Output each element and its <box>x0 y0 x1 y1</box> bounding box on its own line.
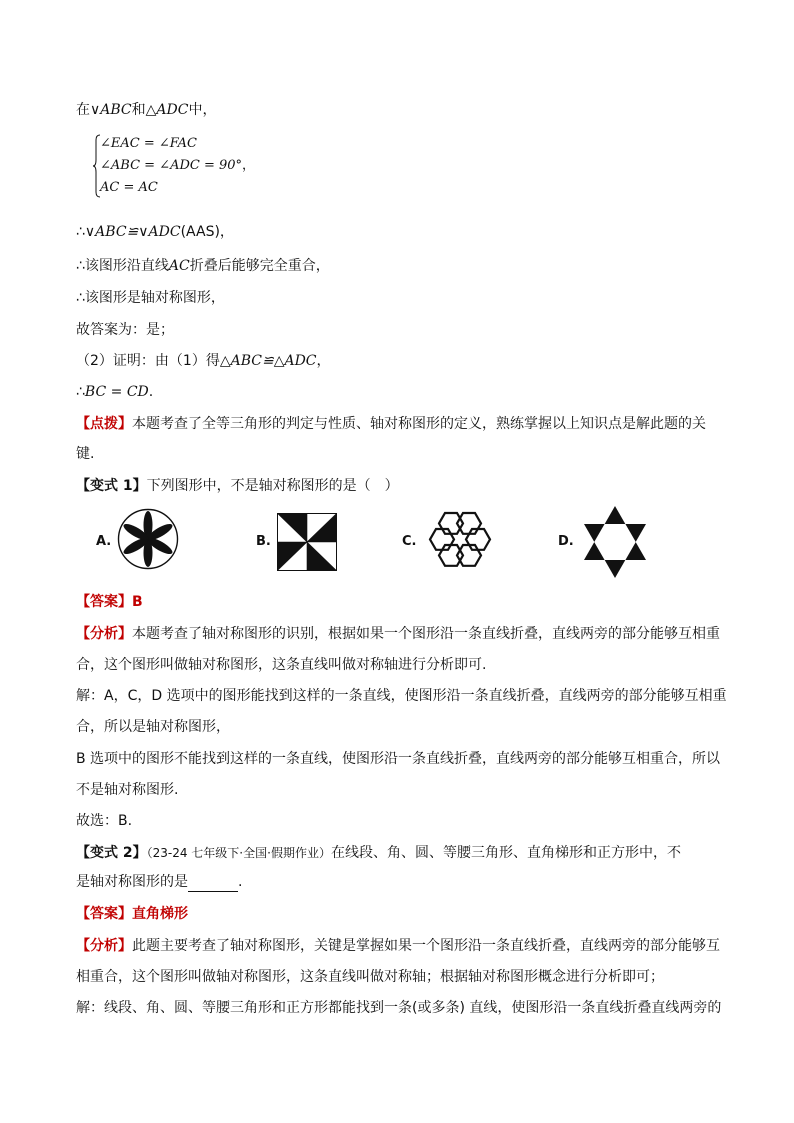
variant2-analysis-2: 相重合，这个图形叫做轴对称图形，这条直线叫做对称轴；根据轴对称图形概念进行分析即可； <box>76 969 664 985</box>
bc-equals-cd <box>76 382 153 402</box>
therefore-symbol: ∴ <box>76 224 85 240</box>
text: 本题考查了全等三角形的判定与性质、轴对称图形的定义，熟练掌握以上知识点是解此题的关 <box>132 416 706 432</box>
dianbo-tag: 【点拨】 <box>76 416 132 432</box>
equation-row-3: AC = AC <box>100 180 158 195</box>
variant1-question <box>76 476 399 496</box>
variant1-choice: 故选：B. <box>76 813 133 829</box>
triangle-abc: ∨ABC <box>90 102 132 118</box>
answer-blank <box>188 877 238 892</box>
text: (AAS)， <box>180 224 234 240</box>
equation-row-2 <box>100 156 255 176</box>
question-text: 是轴对称图形的是 <box>76 874 188 890</box>
congruence-statement: ∨ABC≌∨ADC <box>84 224 181 240</box>
variant2-question-2 <box>76 872 242 892</box>
given-line <box>76 100 216 120</box>
variant2-answer <box>76 904 188 924</box>
equation-text: ∠ABC = ∠ADC = 90° <box>100 158 243 173</box>
variant1-analysis-1 <box>76 624 720 644</box>
variant1-solution-2: 合，所以是轴对称图形， <box>76 719 230 735</box>
dianbo-line-2: 键. <box>76 446 95 462</box>
text: （2）证明：由（1）得 <box>76 353 220 369</box>
comma: ， <box>242 158 256 173</box>
equation-row-1: ∠EAC = ∠FAC <box>100 136 197 151</box>
dianbo-line-1 <box>76 414 706 434</box>
text: ∴该图形沿直线 <box>76 258 169 274</box>
congruence-statement: △ABC≌△ADC <box>219 353 317 369</box>
answer-tag: 【答案】 <box>76 906 132 922</box>
triangle-adc: △ADC <box>145 102 189 118</box>
text: 和 <box>131 102 146 118</box>
text: 本题考查了轴对称图形的识别，根据如果一个图形沿一条直线折叠，直线两旁的部分能够互相重 <box>132 626 720 642</box>
variant2-solution-1: 解：线段、角、圆、等腰三角形和正方形都能找到一条(或多条) 直线，使图形沿一条直线折叠直线两旁的 <box>76 1000 722 1016</box>
variant1-analysis-2: 合，这个图形叫做轴对称图形，这条直线叫做对称轴进行分析即可. <box>76 657 487 673</box>
variant1-answer <box>76 592 143 612</box>
option-b-label: B. <box>256 534 271 549</box>
text: 中， <box>188 102 217 118</box>
variant2-analysis-1 <box>76 936 720 956</box>
text: . <box>238 874 243 890</box>
proof-line <box>76 351 331 371</box>
question-text: 下列图形中，不是轴对称图形的是（ ） <box>146 478 399 494</box>
text: 折叠后能够完全重合， <box>189 258 330 274</box>
figure-c-hexagons-icon <box>424 508 496 574</box>
figure-a-flower-icon <box>117 508 179 570</box>
text: 此题主要考查了轴对称图形，关键是掌握如果一个图形沿一条直线折叠，直线两旁的部分能够互 <box>132 938 720 954</box>
variant2-question-1 <box>76 843 681 863</box>
answer-line: 故答案为：是； <box>76 322 174 338</box>
variant1-solution-4: 不是轴对称图形. <box>76 782 179 798</box>
figure-b-pinwheel-icon <box>277 513 337 571</box>
text: . <box>148 384 154 400</box>
analysis-tag: 【分析】 <box>76 938 132 954</box>
conclusion-congruent <box>76 222 234 242</box>
variant-tag: 【变式 2】 <box>76 845 147 861</box>
option-d-label: D. <box>558 534 574 549</box>
source-note: （23-24 七年级下·全国·假期作业） <box>146 846 331 860</box>
variant1-solution-3: B 选项中的图形不能找到这样的一条直线，使图形沿一条直线折叠，直线两旁的部分能够互相重合，所以 <box>76 751 721 767</box>
variant1-solution-1: 解：A，C，D 选项中的图形能找到这样的一条直线，使图形沿一条直线折叠，直线两旁的部分能够互相重 <box>76 688 727 704</box>
equation: BC = CD <box>84 384 149 400</box>
option-c-label: C. <box>402 534 417 549</box>
option-a-label: A. <box>96 534 112 549</box>
answer-value: B <box>132 594 143 610</box>
answer-tag: 【答案】 <box>76 594 132 610</box>
variant-tag: 【变式 1】 <box>76 478 147 494</box>
conclusion-symmetric: ∴该图形是轴对称图形， <box>76 290 225 306</box>
question-text: 在线段、角、圆、等腰三角形、直角梯形和正方形中，不 <box>330 845 681 861</box>
conclusion-fold <box>76 256 330 276</box>
text: ， <box>316 353 331 369</box>
figure-d-star-icon <box>580 504 650 580</box>
therefore-symbol: ∴ <box>76 384 85 400</box>
text: 在 <box>76 102 90 118</box>
answer-value: 直角梯形 <box>132 906 188 922</box>
analysis-tag: 【分析】 <box>76 626 132 642</box>
line-ac: AC <box>168 258 190 274</box>
